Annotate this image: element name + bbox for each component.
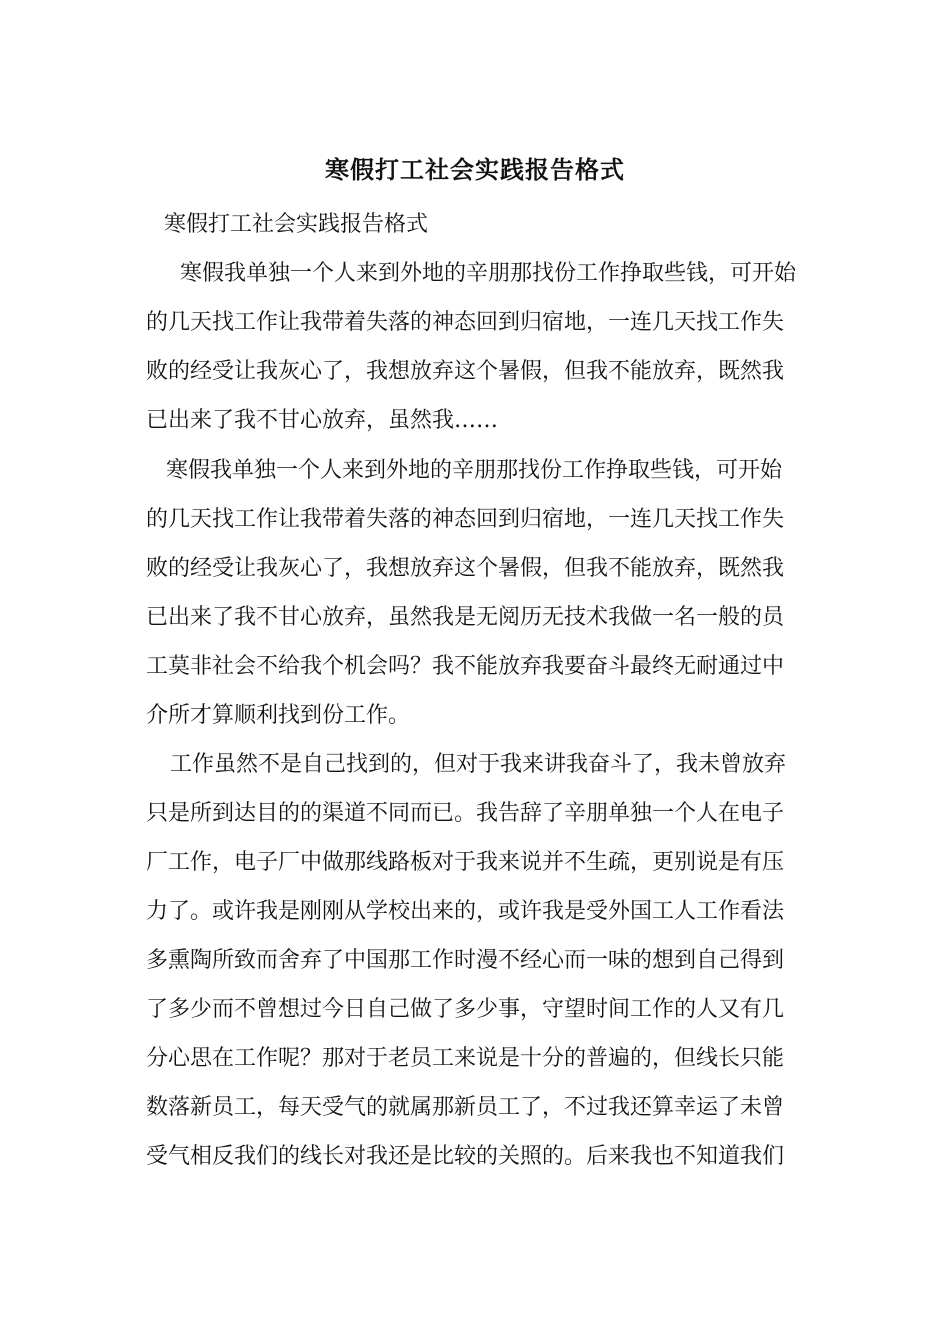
paragraph-line: 工作虽然不是自己找到的，但对于我来讲我奋斗了，我未曾放弃 xyxy=(170,752,787,777)
paragraph-line: 败的经受让我灰心了，我想放弃这个暑假，但我不能放弃，既然我 xyxy=(146,359,785,384)
document-title: 寒假打工社会实践报告格式 xyxy=(325,155,625,184)
paragraph-line: 介所才算顺利找到份工作。 xyxy=(146,703,411,728)
paragraph-line: 寒假我单独一个人来到外地的辛朋那找份工作挣取些钱，可开始 xyxy=(166,458,783,483)
paragraph-line: 数落新员工，每天受气的就属那新员工了，不过我还算幸运了未曾 xyxy=(146,1095,785,1120)
paragraph-line: 已出来了我不甘心放弃，虽然我…… xyxy=(146,408,499,433)
paragraph-line: 厂工作，电子厂中做那线路板对于我来说并不生疏，更别说是有压 xyxy=(146,850,785,875)
paragraph-line: 寒假我单独一个人来到外地的辛朋那找份工作挣取些钱，可开始 xyxy=(180,261,797,286)
paragraph-line: 已出来了我不甘心放弃，虽然我是无阅历无技术我做一名一般的员 xyxy=(146,605,785,630)
document-subtitle: 寒假打工社会实践报告格式 xyxy=(164,212,429,237)
paragraph-line: 的几天找工作让我带着失落的神态回到归宿地，一连几天找工作失 xyxy=(146,507,785,532)
paragraph-3 xyxy=(146,740,806,1181)
paragraph-line: 受气相反我们的线长对我还是比较的关照的。后来我也不知道我们 xyxy=(146,1144,785,1169)
paragraph-line: 的几天找工作让我带着失落的神态回到归宿地，一连几天找工作失 xyxy=(146,310,785,335)
paragraph-line: 工莫非社会不给我个机会吗？我不能放弃我要奋斗最终无耐通过中 xyxy=(146,654,785,679)
paragraph-line: 只是所到达目的的渠道不同而已。我告辞了辛朋单独一个人在电子 xyxy=(146,801,785,826)
paragraph-1 xyxy=(146,249,806,445)
paragraph-2 xyxy=(146,446,806,740)
paragraph-line: 败的经受让我灰心了，我想放弃这个暑假，但我不能放弃，既然我 xyxy=(146,556,785,581)
paragraph-line: 力了。或许我是刚刚从学校出来的，或许我是受外国工人工作看法 xyxy=(146,899,785,924)
paragraph-line: 分心思在工作呢？那对于老员工来说是十分的普遍的，但线长只能 xyxy=(146,1046,785,1071)
paragraph-line: 了多少而不曾想过今日自己做了多少事，守望时间工作的人又有几 xyxy=(146,997,785,1022)
paragraph-line: 多熏陶所致而舍弃了中国那工作时漫不经心而一味的想到自己得到 xyxy=(146,948,785,973)
